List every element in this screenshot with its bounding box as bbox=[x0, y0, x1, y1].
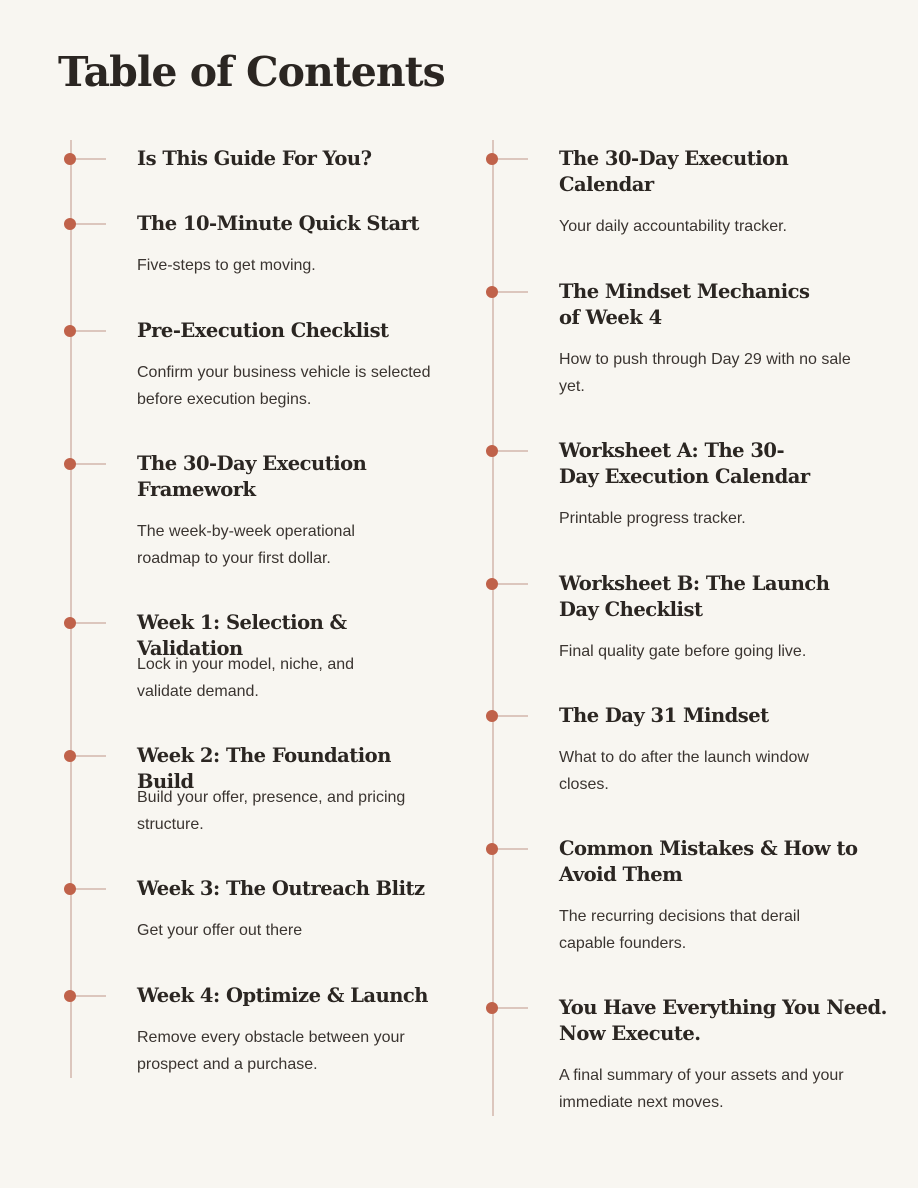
toc-entry[interactable] bbox=[64, 211, 444, 286]
timeline-dot bbox=[64, 617, 76, 629]
timeline-dot bbox=[64, 153, 76, 165]
toc-entry[interactable] bbox=[64, 743, 444, 843]
timeline-dot bbox=[486, 710, 498, 722]
entry-description: Five-steps to get moving. bbox=[137, 257, 316, 274]
timeline-dot bbox=[486, 578, 498, 590]
toc-entry[interactable] bbox=[64, 610, 444, 710]
timeline-tick bbox=[498, 848, 528, 850]
timeline-tick bbox=[498, 583, 528, 585]
toc-entry[interactable] bbox=[64, 146, 444, 176]
timeline-dot bbox=[486, 1002, 498, 1014]
entry-title: Is This Guide For You? bbox=[137, 147, 372, 170]
timeline-dot bbox=[486, 843, 498, 855]
toc-entry[interactable] bbox=[486, 279, 886, 404]
timeline-tick bbox=[76, 223, 106, 225]
timeline-dot bbox=[64, 883, 76, 895]
timeline-tick bbox=[498, 450, 528, 452]
timeline-tick bbox=[76, 330, 106, 332]
timeline-tick bbox=[498, 291, 528, 293]
entry-title: The Mindset Mechanics of Week 4 bbox=[559, 280, 810, 329]
timeline-tick bbox=[76, 463, 106, 465]
entry-description: Your daily accountability tracker. bbox=[559, 218, 787, 235]
timeline-tick bbox=[76, 622, 106, 624]
timeline-tick bbox=[76, 158, 106, 160]
entry-title: Week 3: The Outreach Blitz bbox=[137, 877, 425, 900]
entry-title: The 30-Day Execution Framework bbox=[137, 452, 367, 501]
toc-entry[interactable] bbox=[64, 318, 444, 418]
toc-entry[interactable] bbox=[486, 703, 886, 803]
entry-description: The week-by-week operational roadmap to your first dollar. bbox=[137, 523, 355, 567]
entry-description: Lock in your model, niche, and validate demand. bbox=[137, 656, 355, 700]
entry-title: You Have Everything You Need. Now Execute. bbox=[559, 996, 887, 1045]
entry-description: Build your offer, presence, and pricing structure. bbox=[137, 789, 406, 833]
entry-description: The recurring decisions that derail capable founders. bbox=[559, 908, 801, 952]
timeline-dot bbox=[486, 153, 498, 165]
timeline-tick bbox=[498, 715, 528, 717]
timeline-tick bbox=[76, 888, 106, 890]
timeline-dot bbox=[64, 750, 76, 762]
timeline-dot bbox=[64, 218, 76, 230]
entry-description: Remove every obstacle between your prospect and a purchase. bbox=[137, 1029, 405, 1073]
entry-title: The 10-Minute Quick Start bbox=[137, 212, 419, 235]
timeline-dot bbox=[64, 458, 76, 470]
toc-entry[interactable] bbox=[486, 836, 886, 961]
timeline-dot bbox=[64, 990, 76, 1002]
toc-entry[interactable] bbox=[64, 451, 444, 576]
entry-title: Pre-Execution Checklist bbox=[137, 319, 389, 342]
entry-description: Printable progress tracker. bbox=[559, 510, 746, 527]
timeline-tick bbox=[498, 1007, 528, 1009]
entry-description: What to do after the launch window closes. bbox=[559, 749, 809, 793]
timeline-tick bbox=[76, 995, 106, 997]
entry-title: Week 4: Optimize & Launch bbox=[137, 984, 428, 1007]
entry-title: Week 1: Selection & Validation bbox=[137, 611, 347, 660]
entry-description: Confirm your business vehicle is selected before execution begins. bbox=[137, 364, 431, 408]
toc-entry[interactable] bbox=[64, 983, 444, 1083]
entry-title: Worksheet B: The Launch Day Checklist bbox=[559, 572, 830, 621]
entry-title: The 30-Day Execution Calendar bbox=[559, 147, 789, 196]
page-title: Table of Contents bbox=[58, 48, 445, 96]
toc-entry[interactable] bbox=[486, 146, 886, 246]
timeline-dot bbox=[486, 445, 498, 457]
timeline-dot bbox=[486, 286, 498, 298]
toc-entry[interactable] bbox=[486, 438, 886, 538]
timeline-tick bbox=[76, 755, 106, 757]
entry-description: Get your offer out there bbox=[137, 922, 303, 939]
entry-description: A final summary of your assets and your immediate next moves. bbox=[559, 1067, 844, 1111]
entry-description: How to push through Day 29 with no sale yet. bbox=[559, 351, 851, 395]
timeline-tick bbox=[498, 158, 528, 160]
toc-entry[interactable] bbox=[486, 571, 886, 671]
entry-title: Common Mistakes & How to Avoid Them bbox=[559, 837, 858, 886]
entry-title: The Day 31 Mindset bbox=[559, 704, 769, 727]
entry-title: Week 2: The Foundation Build bbox=[137, 744, 391, 793]
entry-title: Worksheet A: The 30-Day Execution Calendar bbox=[559, 439, 810, 488]
entry-description: Final quality gate before going live. bbox=[559, 643, 807, 660]
timeline-dot bbox=[64, 325, 76, 337]
toc-entry[interactable] bbox=[64, 876, 444, 951]
toc-entry[interactable] bbox=[486, 995, 906, 1120]
